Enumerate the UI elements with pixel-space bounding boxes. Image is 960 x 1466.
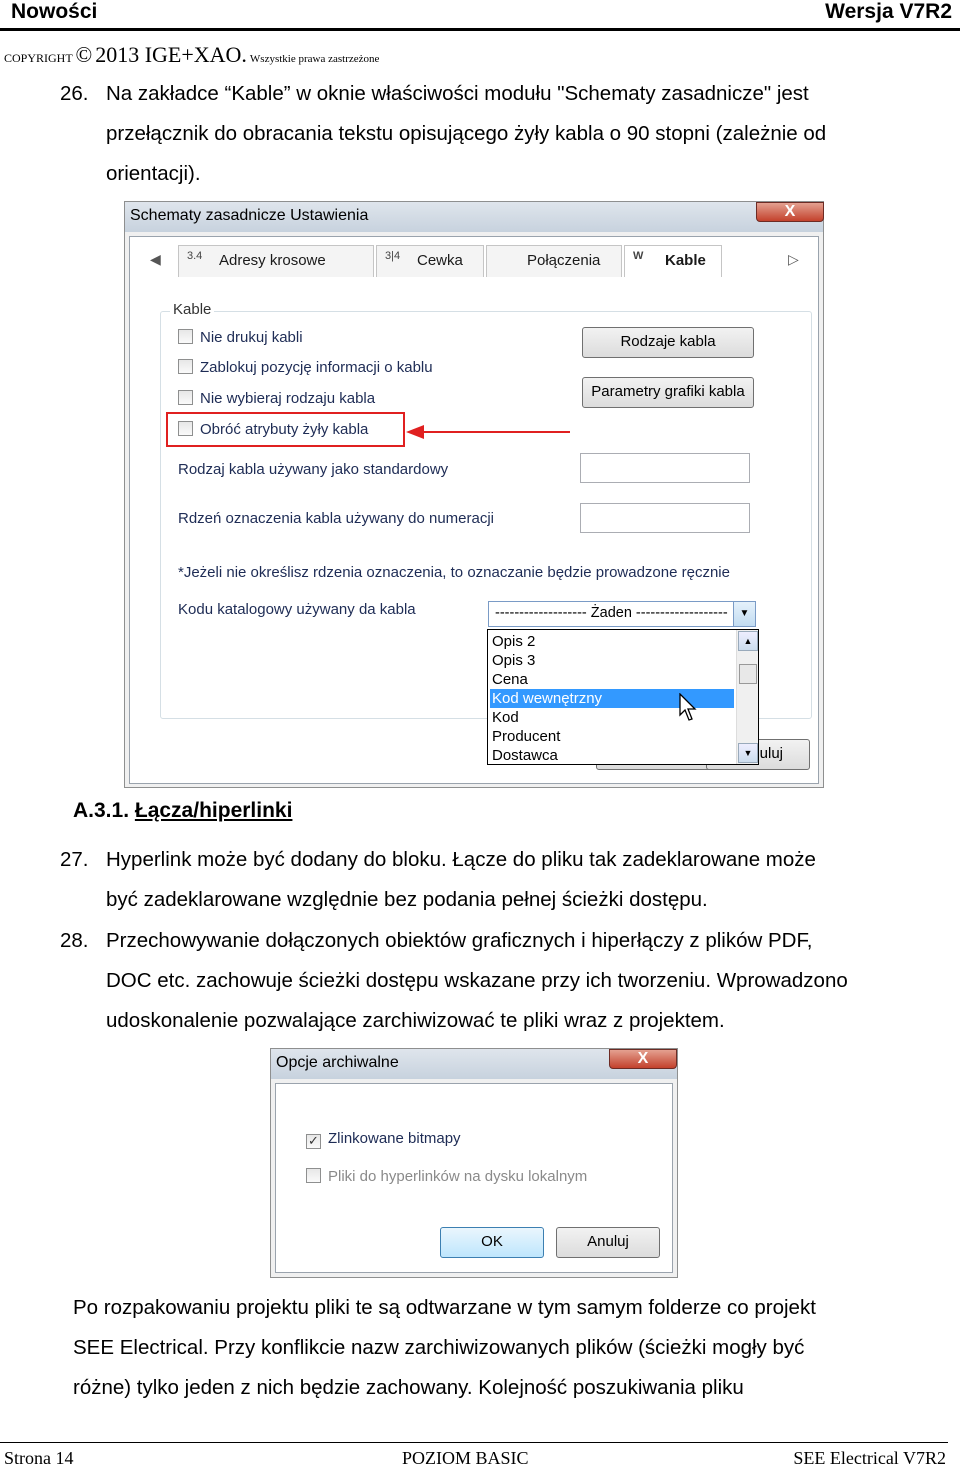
dialog-body <box>129 236 819 784</box>
scroll-down-icon[interactable]: ▼ <box>738 743 758 763</box>
default-type-label: Rodzaj kabla używany jako standardowy <box>178 461 449 478</box>
tab-label: Cewka <box>417 252 463 269</box>
tab-kable[interactable] <box>624 245 722 277</box>
text-line: różne) tylko jeden z nich będzie zachowany. Kolejność poszukiwania pliku <box>73 1376 744 1399</box>
list-item[interactable]: Dostawca <box>492 747 558 764</box>
settings-dialog <box>124 201 824 788</box>
checkbox-label: Zablokuj pozycję informacji o kablu <box>200 359 433 376</box>
note-text: *Jeżeli nie określisz rdzenia oznaczenia, to oznaczanie będzie prowadzone ręcznie <box>178 564 730 581</box>
copyright-line <box>4 42 379 68</box>
checkbox-linked-bitmaps[interactable] <box>306 1130 461 1149</box>
text-line: Po rozpakowaniu projektu pliki te są odtwarzane w tym samym folderze co projekt <box>73 1296 816 1319</box>
core-numbering-field[interactable] <box>580 503 750 533</box>
list-item[interactable]: Cena <box>492 671 528 688</box>
dialog-body <box>275 1083 673 1273</box>
tab-adresy-krosowe[interactable] <box>178 245 374 277</box>
item-number: 27. <box>60 848 89 871</box>
page-header <box>0 0 960 34</box>
text-line: DOC etc. zachowuje ścieżki dostępu wskazane przy ich tworzeniu. Wprowadzono <box>106 969 848 992</box>
tab-bar <box>130 237 818 282</box>
tab-label: Połączenia <box>527 252 601 269</box>
header-rule <box>0 28 960 31</box>
chevron-down-icon[interactable]: ▼ <box>733 602 755 626</box>
tab-label: Kable <box>665 252 706 269</box>
dialog-title: Opcje archiwalne <box>276 1054 399 1071</box>
checkbox-no-print-cables[interactable] <box>178 329 303 346</box>
checkbox-lock-cable-info[interactable] <box>178 359 433 376</box>
header-right: Wersja V7R2 <box>825 0 952 23</box>
checkbox-label: Nie wybieraj rodzaju kabla <box>200 390 376 407</box>
item-number: 28. <box>60 929 89 952</box>
list-item-selected[interactable]: Kod wewnętrzny <box>490 689 734 708</box>
tab-label: Adresy krosowe <box>219 252 326 269</box>
footer-center: POZIOM BASIC <box>402 1448 529 1466</box>
combo-value: ------------------- Żaden ------------------- <box>495 605 728 621</box>
highlight-box <box>166 412 405 447</box>
text-line: być zadeklarowane względnie bez podania pełnej ścieżki dostępu. <box>106 888 708 911</box>
item-number: 26. <box>60 82 89 105</box>
checkbox-no-cable-type[interactable] <box>178 390 375 407</box>
coil-icon: 3|4 <box>385 250 401 262</box>
archive-options-dialog <box>270 1048 678 1278</box>
text-line: Hyperlink może być dodany do bloku. Łącze do pliku tak zadeklarowane może <box>106 848 816 871</box>
checkbox-box[interactable]: ✓ <box>306 1134 321 1149</box>
tab-cewka[interactable] <box>376 245 484 277</box>
copyright-symbol: © <box>75 42 93 67</box>
dialog-titlebar <box>125 202 823 232</box>
text-line: Na zakładce “Kable” w oknie właściwości modułu "Schematy zasadnicze" jest <box>106 82 809 105</box>
closing-paragraph <box>73 1288 816 1408</box>
default-type-field[interactable] <box>580 453 750 483</box>
text-line: przełącznik do obracania tekstu opisującego żyły kabla o 90 stopni (zależnie od <box>106 122 827 145</box>
scroll-up-icon[interactable]: ▲ <box>738 631 758 651</box>
section-heading <box>73 799 292 823</box>
copyright-label: COPYRIGHT <box>4 51 73 65</box>
footer-left: Strona 14 <box>4 1448 74 1466</box>
copyright-rights: Wszystkie prawa zastrzeżone <box>249 53 380 65</box>
tab-scroll-left-icon[interactable]: ◀ <box>150 251 161 267</box>
checkbox-box[interactable] <box>178 359 193 374</box>
connection-icon <box>495 250 521 272</box>
copyright-company: 2013 IGE+XAO. <box>95 42 247 67</box>
item-26-text <box>106 74 826 194</box>
core-numbering-label: Rdzeń oznaczenia kabla używany do numeracji <box>178 510 495 527</box>
scroll-thumb[interactable] <box>739 664 757 684</box>
close-button[interactable]: X <box>609 1049 677 1069</box>
checkbox-label: Pliki do hyperlinków na dysku lokalnym <box>328 1168 588 1185</box>
dialog-title: Schematy zasadnicze Ustawienia <box>130 207 369 224</box>
catalog-code-dropdown-list[interactable] <box>487 629 759 765</box>
tab-scroll-right-icon[interactable]: ▷ <box>788 251 799 267</box>
list-scrollbar[interactable] <box>736 630 758 764</box>
cable-types-button[interactable]: Rodzaje kabla <box>582 327 754 358</box>
checkbox-local-hyperlinks[interactable] <box>306 1168 587 1185</box>
catalog-code-combo[interactable] <box>488 601 756 627</box>
tab-polaczenia[interactable] <box>486 245 622 277</box>
catalog-code-label: Kodu katalogowy używany da kabla <box>178 601 416 618</box>
section-title: Łącza/hiperlinki <box>134 799 293 822</box>
footer-rule <box>0 1442 948 1443</box>
list-item[interactable]: Opis 2 <box>492 633 536 650</box>
text-line: orientacji). <box>106 162 201 185</box>
checkbox-box[interactable] <box>178 329 193 344</box>
item-28-text <box>106 921 848 1041</box>
cross-reference-icon: 3.4 <box>187 250 203 262</box>
checkbox-box[interactable] <box>306 1168 321 1183</box>
checkbox-label: Obróć atrybuty żyły kabla <box>200 421 369 438</box>
cable-icon: W <box>633 250 644 262</box>
section-number: A.3.1. <box>73 799 130 822</box>
annotation-arrow-line <box>420 431 570 433</box>
cancel-button[interactable]: Anuluj <box>556 1227 660 1258</box>
text-line: Przechowywanie dołączonych obiektów graficznych i hiperłączy z plików PDF, <box>106 929 813 952</box>
checkbox-label: Zlinkowane bitmapy <box>328 1130 461 1147</box>
list-item[interactable]: Producent <box>492 728 561 745</box>
ok-button[interactable]: OK <box>440 1227 544 1258</box>
checkbox-label: Nie drukuj kabli <box>200 329 303 346</box>
cable-graphic-params-button[interactable]: Parametry grafiki kabla <box>582 377 754 408</box>
close-button[interactable]: X <box>756 202 824 222</box>
list-item[interactable]: Opis 3 <box>492 652 536 669</box>
cancel-button[interactable]: uluj <box>706 739 810 770</box>
list-item[interactable]: Kod <box>492 709 519 726</box>
footer-right: SEE Electrical V7R2 <box>793 1448 946 1466</box>
checkbox-box[interactable] <box>178 390 193 405</box>
text-line: udoskonalenie pozwalające zarchiwizować te pliki wraz z projektem. <box>106 1009 725 1032</box>
header-left: Nowości <box>11 0 98 23</box>
annotation-arrow-icon <box>406 425 424 439</box>
item-27-text <box>106 840 816 920</box>
group-label: Kable <box>170 301 214 318</box>
mouse-cursor-icon <box>678 693 698 723</box>
text-line: SEE Electrical. Przy konflikcie nazw zarchiwizowanych plików (ścieżki mogły być <box>73 1336 805 1359</box>
